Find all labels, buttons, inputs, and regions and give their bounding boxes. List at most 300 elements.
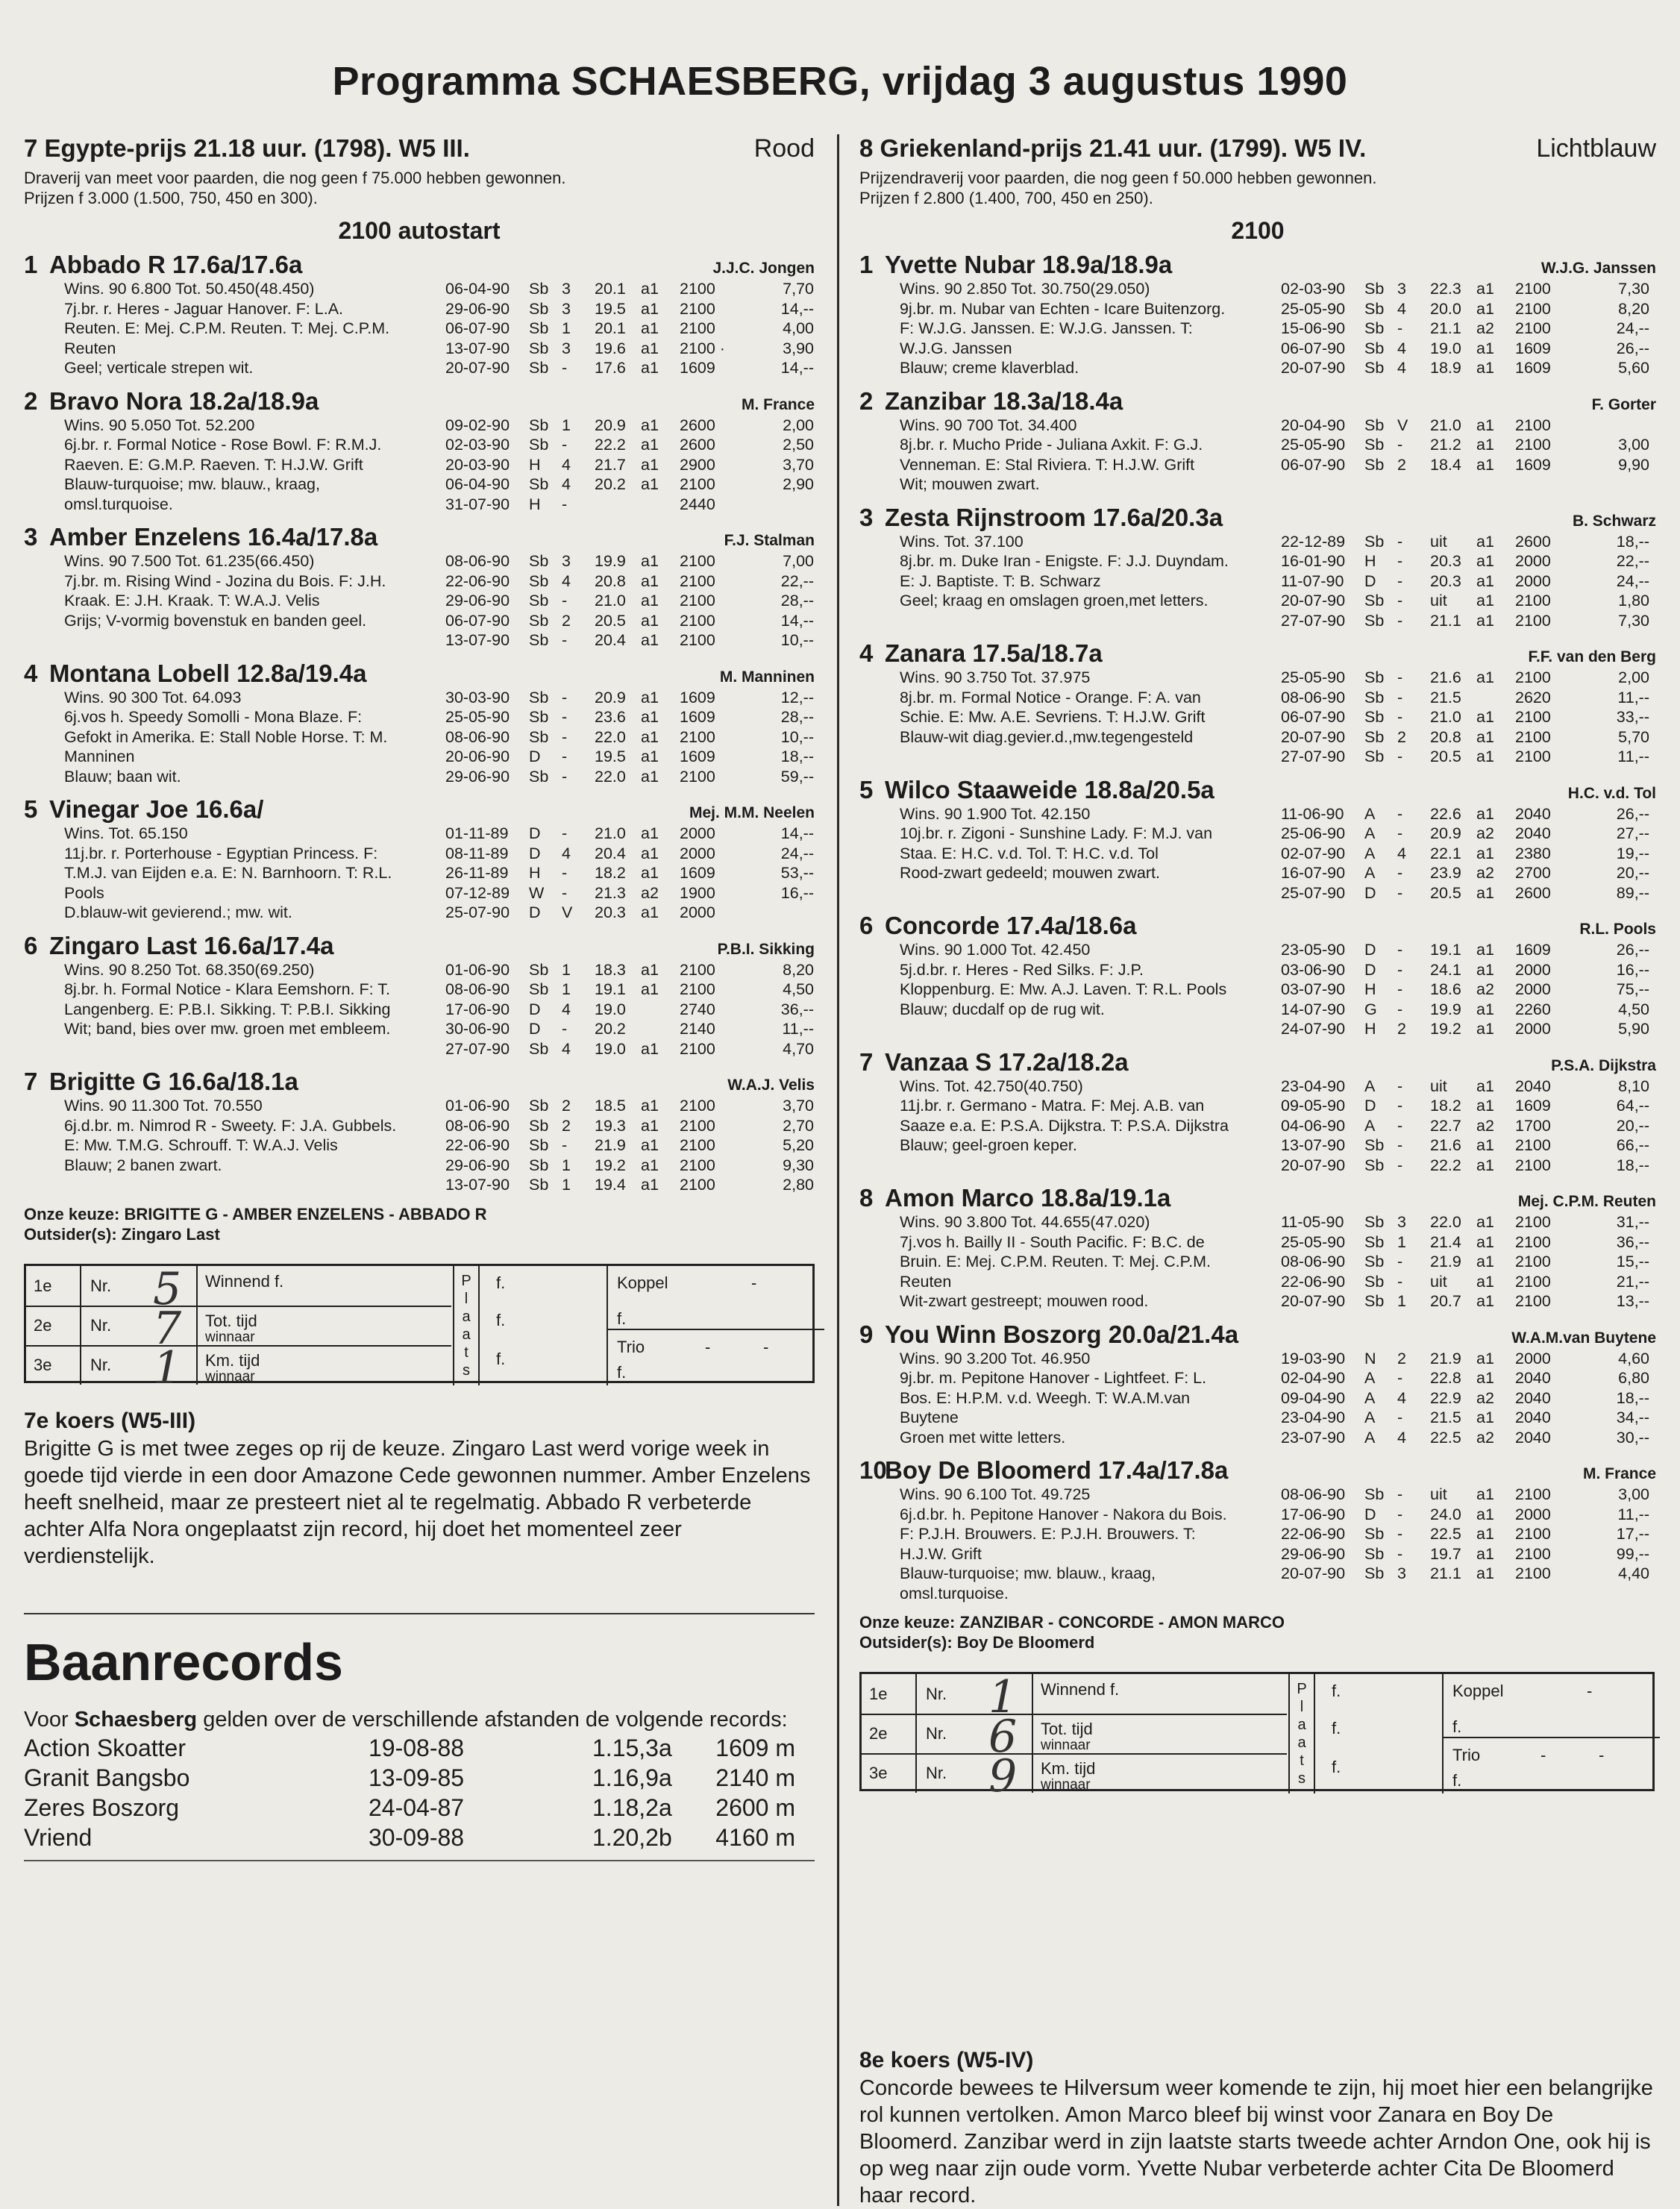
horse-info-line: Wins. 90 700 Tot. 34.400 [900, 416, 1077, 434]
horse-info [859, 1349, 1281, 1448]
result-nr-label: Nr. [926, 1724, 947, 1743]
horse-trainer: W.A.J. Velis [727, 1077, 815, 1094]
perf-odds: 17,-- [1616, 1525, 1649, 1543]
performance-row [445, 1156, 815, 1176]
perf-start: a1 [1476, 1020, 1494, 1038]
result-place-label: 1e [869, 1685, 888, 1703]
perf-start: a1 [1476, 1077, 1494, 1095]
performance-row [445, 903, 815, 923]
horse-trainer: Mej. M.M. Neelen [689, 804, 815, 821]
perf-date: 25-06-90 [1281, 824, 1346, 842]
perf-time: 17.6 [595, 359, 626, 377]
race-8-column [859, 134, 1656, 2209]
perf-start: a1 [1476, 611, 1494, 630]
performance-row [445, 474, 815, 495]
perf-position: - [562, 1136, 568, 1154]
perf-track: Sb [529, 611, 549, 630]
performance-row [1281, 1272, 1656, 1292]
perf-time [595, 495, 641, 515]
perf-position: 4 [562, 1039, 571, 1058]
koppel-f-label[interactable]: f. [617, 1309, 627, 1328]
perf-position: 3 [1397, 1213, 1406, 1231]
horse-trainer: W.J.G. Janssen [1540, 260, 1656, 277]
horse-entry [24, 795, 815, 923]
perf-track: D [529, 903, 541, 921]
perf-track: H [529, 495, 541, 513]
perf-track: Sb [529, 1039, 549, 1058]
trio-label[interactable]: Trio [617, 1337, 645, 1356]
perf-time: 19.4 [595, 1176, 626, 1194]
performance-row [1281, 1077, 1656, 1097]
record-horse: Granit Bangsbo [24, 1764, 190, 1791]
horse-details [859, 1485, 1656, 1603]
perf-time: 20.5 [1430, 748, 1461, 765]
performance-row [1281, 940, 1656, 960]
perf-position: - [562, 495, 568, 513]
handwritten-number[interactable]: 1 [988, 1671, 1018, 1723]
perf-odds: 59,-- [780, 767, 814, 786]
horse-info-line: Grijs; V-vormig bovenstuk en banden geel. [64, 611, 367, 630]
handwritten-number[interactable]: 6 [988, 1711, 1018, 1763]
perf-position: - [562, 883, 568, 902]
koppel-dash: - [751, 1273, 757, 1292]
horse-entry [24, 1068, 815, 1195]
perf-track: Sb [1364, 455, 1385, 474]
horse-trainer: J.J.C. Jongen [712, 260, 815, 277]
performance-table [445, 279, 815, 378]
perf-time: 19.7 [1430, 1544, 1461, 1563]
perf-distance: 2100 [1515, 1564, 1551, 1582]
performance-row [1281, 980, 1656, 1000]
perf-odds: 20,-- [1616, 1116, 1649, 1135]
perf-position: - [1397, 532, 1403, 551]
performance-row [1281, 1252, 1656, 1272]
performance-row [445, 707, 815, 727]
divider [915, 1674, 917, 1714]
perf-odds: 7,30 [1618, 280, 1649, 298]
trio-dash: - [1599, 1746, 1605, 1764]
result-nr-label: Nr. [90, 1355, 112, 1374]
perf-track: H [529, 455, 541, 474]
perf-position: 4 [562, 844, 571, 862]
perf-start: a1 [641, 844, 659, 862]
perf-start: a1 [1476, 668, 1494, 686]
perf-start: a1 [641, 552, 659, 570]
perf-odds: 26,-- [1616, 804, 1649, 823]
performance-row [1281, 960, 1656, 980]
horse-header [24, 523, 815, 551]
performance-row [1281, 804, 1656, 824]
horse-info-line: Wins. 90 7.500 Tot. 61.235(66.450) [64, 552, 315, 570]
perf-start: a1 [641, 299, 659, 318]
perf-track: G [1364, 1000, 1377, 1018]
horse-details [859, 668, 1656, 767]
perf-time: 19.0 [1430, 339, 1461, 357]
payout-field-label[interactable]: f. [1332, 1719, 1341, 1738]
perf-start: a1 [641, 960, 659, 979]
horse-info-line: D.blauw-wit gevierend.; mw. wit. [64, 903, 292, 921]
perf-distance: 2100 [1515, 280, 1551, 298]
horse-info-line: 9j.br. m. Pepitone Hanover - Lightfeet. F: L. [900, 1369, 1207, 1387]
perf-start [641, 495, 680, 515]
perf-track: Sb [529, 1136, 549, 1154]
horse-name: Concorde 17.4a/18.6a [885, 912, 1137, 939]
performance-row [1281, 1000, 1656, 1020]
result-nr-label: Nr. [90, 1315, 112, 1335]
horse-trainer: Mej. C.P.M. Reuten [1517, 1193, 1656, 1210]
koppel-label[interactable]: Koppel [1452, 1682, 1504, 1700]
horse-info-line: Blauw; 2 banen zwart. [64, 1156, 222, 1174]
perf-odds: 19,-- [1616, 844, 1649, 862]
horse-name: Bravo Nora 18.2a/18.9a [49, 386, 319, 415]
perf-start: a1 [1476, 571, 1494, 590]
perf-track: Sb [1364, 1564, 1385, 1582]
result-form[interactable] [859, 1671, 1655, 1802]
perf-track: A [1364, 844, 1376, 862]
perf-odds: 33,-- [1616, 708, 1649, 726]
perf-distance: 1609 [680, 748, 715, 765]
record-time: 1.15,3a [592, 1734, 672, 1761]
perf-position: 3 [562, 552, 571, 570]
records-intro [24, 1707, 815, 1733]
perf-time: 18.4 [1430, 455, 1461, 474]
perf-time: 21.9 [1430, 1349, 1461, 1367]
horse-name: Vanzaa S 17.2a/18.2a [885, 1047, 1129, 1076]
payout-field-label[interactable]: f. [496, 1310, 506, 1329]
perf-date: 06-07-90 [445, 319, 510, 337]
perf-start: a1 [1476, 359, 1494, 377]
performance-row [445, 630, 815, 651]
horse-info [24, 960, 445, 1059]
horse-trainer: F. Gorter [1591, 395, 1656, 413]
perf-start: a1 [641, 631, 659, 649]
perf-position: 2 [1397, 455, 1406, 474]
perf-date: 26-11-89 [445, 864, 509, 882]
result-row[interactable] [862, 1711, 1287, 1763]
race-conditions: Prijzendraverij voor paarden, die nog geen f 50.000 hebben gewonnen. [859, 169, 1377, 187]
perf-time: 22.1 [1430, 844, 1461, 862]
perf-start: a1 [1476, 1272, 1494, 1291]
perf-start: a2 [1476, 1428, 1494, 1447]
horse-info-line: 5j.d.br. r. Heres - Red Silks. F: J.P. [900, 960, 1144, 979]
perf-position: 3 [562, 280, 571, 298]
payout-field-label[interactable]: f. [1332, 1682, 1341, 1700]
perf-time: 22.6 [1430, 804, 1461, 823]
perf-position: 4 [1397, 359, 1406, 377]
horse-info-line: H.J.W. Grift [900, 1544, 982, 1563]
result-place-label: 1e [34, 1276, 52, 1295]
perf-distance: 2100 [680, 592, 715, 610]
performance-row [445, 844, 815, 864]
performance-row [445, 339, 815, 359]
perf-time: 21.0 [1430, 708, 1461, 726]
trio-f-label[interactable]: f. [617, 1362, 627, 1382]
perf-odds: 10,-- [780, 727, 814, 746]
performance-row [445, 435, 815, 455]
performance-table [1281, 1212, 1656, 1312]
result-row[interactable] [26, 1341, 451, 1394]
perf-position: - [1397, 1505, 1403, 1523]
performance-row [1281, 299, 1656, 319]
perf-track: Sb [529, 416, 549, 434]
payout-field-label[interactable]: f. [496, 1349, 506, 1368]
perf-date: 02-03-90 [445, 436, 510, 454]
horse-name: Wilco Staaweide 18.8a/20.5a [885, 775, 1214, 803]
perf-time: 19.2 [595, 1156, 626, 1174]
perf-odds: 18,-- [780, 748, 814, 765]
perf-time: 21.4 [1430, 1232, 1461, 1251]
plaats-letter: s [1298, 1770, 1306, 1787]
divider [80, 1345, 81, 1385]
perf-track: Sb [1364, 611, 1385, 630]
trio-f-label[interactable]: f. [1452, 1771, 1462, 1790]
perf-track: Sb [529, 708, 549, 726]
perf-track: Sb [529, 1116, 549, 1135]
perf-time: 20.3 [595, 903, 626, 921]
result-field-label [205, 1313, 257, 1346]
perf-time: 22.0 [1430, 1213, 1461, 1231]
perf-track: H [1364, 552, 1376, 570]
perf-odds: 18,-- [1616, 1388, 1649, 1407]
performance-row [1281, 279, 1656, 299]
perf-date: 08-11-89 [445, 844, 509, 862]
perf-distance: 2040 [1515, 1077, 1551, 1095]
performance-row [445, 279, 815, 299]
horse-details [859, 279, 1656, 378]
perf-track: D [1364, 883, 1376, 902]
horse-info-line: Wins. 90 11.300 Tot. 70.550 [64, 1097, 263, 1115]
perf-date: 16-07-90 [1281, 864, 1346, 882]
race-header [24, 134, 815, 163]
result-row[interactable] [862, 1671, 1287, 1723]
horse-info-line: Staa. E: H.C. v.d. Tol. T: H.C. v.d. Tol [900, 844, 1159, 862]
perf-start: a1 [1476, 941, 1494, 959]
handwritten-number[interactable]: 5 [153, 1262, 182, 1315]
perf-track: D [1364, 941, 1376, 959]
horse-entry [24, 387, 815, 515]
horse-number: 3 [24, 523, 38, 551]
perf-position: - [1397, 960, 1403, 979]
perf-position: - [562, 592, 568, 610]
perf-date: 08-06-90 [1281, 1485, 1346, 1503]
performance-row [445, 416, 815, 436]
plaats-letter: a [1297, 1717, 1306, 1733]
perf-date: 20-06-90 [445, 748, 510, 765]
perf-distance: 2100 [1515, 299, 1551, 318]
perf-distance: 2000 [680, 844, 715, 862]
perf-odds: 3,00 [1618, 436, 1649, 454]
commentary-title: 8e koers (W5-IV) [859, 2048, 1034, 2072]
horse-info-line: F: W.J.G. Janssen. E: W.J.G. Janssen. T: [900, 319, 1193, 337]
perf-start: a1 [641, 416, 659, 434]
records-title: Baanrecords [24, 1632, 343, 1691]
horse-details [859, 532, 1656, 631]
perf-date: 29-06-90 [445, 592, 510, 610]
perf-distance: 2100 [1515, 1272, 1551, 1291]
perf-start: a1 [1476, 1156, 1494, 1174]
koppel-label[interactable]: Koppel [617, 1273, 668, 1292]
perf-odds: 4,00 [783, 319, 814, 337]
horse-info-line: Kraak. E: J.H. Kraak. T: W.A.J. Velis [64, 592, 320, 610]
perf-position: 4 [562, 1000, 571, 1018]
perf-start: a1 [641, 767, 659, 786]
perf-track: Sb [1364, 436, 1385, 454]
perf-distance: 2440 [680, 495, 715, 513]
horse-number: 6 [859, 912, 874, 939]
perf-distance: 2100 [680, 1176, 715, 1194]
perf-distance: 1609 [1515, 455, 1551, 474]
performance-row [1281, 824, 1656, 844]
result-row[interactable] [862, 1750, 1287, 1802]
perf-time: 23.6 [595, 708, 626, 726]
perf-time: 21.1 [1430, 1564, 1461, 1582]
perf-date: 08-06-90 [445, 980, 510, 998]
perf-distance: 1609 [680, 864, 715, 882]
performance-row [1281, 707, 1656, 727]
perf-track: Sb [529, 1176, 549, 1194]
performance-row [1281, 1388, 1656, 1409]
horse-info-line: Manninen [64, 748, 135, 765]
koppel-f-label[interactable]: f. [1452, 1717, 1462, 1736]
handwritten-number[interactable]: 1 [153, 1341, 182, 1394]
perf-odds: 30,-- [1616, 1428, 1649, 1447]
result-grid [862, 1671, 1287, 1802]
perf-position: - [1397, 688, 1403, 706]
horse-details [859, 1349, 1656, 1448]
perf-distance: 2100 [680, 299, 715, 318]
plaats-letter: t [1300, 1752, 1304, 1769]
commentary-text: Brigitte G is met twee zeges op rij de keuze. Zingaro Last werd vorige week in goede tijd vierde in een door Amazone Cede gewonnen nummer. Amber Enzelens heeft snelheid, maar ze presteert niet al te regelmatig. Abbado R verbeterde achter Alfa Nora ongeplaatst zijn record, hij doet het momenteel zeer verdienstelijk. [24, 1436, 811, 1568]
perf-track: Sb [529, 436, 549, 454]
result-form[interactable] [24, 1262, 815, 1394]
perf-start: a1 [1476, 1253, 1494, 1270]
perf-start: a1 [1476, 748, 1494, 765]
race-title: 8 Griekenland-prijs 21.41 uur. (1799). W5 IV. [859, 134, 1367, 162]
horse-header [24, 387, 815, 416]
performance-row [445, 358, 815, 378]
performance-row [445, 747, 815, 767]
horse-info-line: Wins. Tot. 37.100 [900, 532, 1024, 551]
perf-track: Sb [1364, 416, 1385, 434]
divider [1032, 1674, 1033, 1714]
divider [1032, 1753, 1033, 1793]
perf-position: - [1397, 1544, 1403, 1563]
handwritten-number[interactable]: 7 [153, 1302, 182, 1355]
plaats-letter: t [464, 1344, 468, 1361]
perf-date: 01-11-89 [445, 824, 509, 842]
perf-odds: 28,-- [780, 708, 814, 726]
performance-row [1281, 1428, 1656, 1448]
perf-time: 23.9 [1430, 864, 1461, 882]
perf-track: Sb [1364, 592, 1385, 610]
perf-position: - [1397, 668, 1403, 686]
perf-distance: 2100 [1515, 1232, 1551, 1251]
horse-name: Amon Marco 18.8a/19.1a [885, 1184, 1171, 1212]
perf-track: D [529, 1000, 541, 1018]
performance-row [445, 1019, 815, 1039]
perf-odds: 21,-- [1616, 1272, 1649, 1291]
horse-info-line: 7j.vos h. Bailly II - South Pacific. F: B.C. de [900, 1232, 1205, 1251]
perf-distance: 2100 [680, 571, 715, 590]
horse-number: 5 [24, 795, 38, 823]
race-distance: 2100 autostart [338, 217, 501, 244]
perf-start: a1 [641, 1136, 659, 1154]
perf-track: A [1364, 1369, 1376, 1387]
perf-position: 3 [1397, 280, 1406, 298]
performance-row [445, 767, 815, 787]
perf-odds: 4,50 [1618, 1000, 1649, 1018]
perf-time: uit [1430, 1272, 1447, 1291]
payout-field-label[interactable]: f. [496, 1273, 506, 1292]
perf-time: 20.1 [595, 280, 626, 298]
perf-start [641, 1019, 680, 1039]
horse-trainer: P.B.I. Sikking [717, 940, 815, 958]
perf-start: a1 [1476, 1409, 1494, 1426]
perf-distance: 2100 [680, 475, 715, 493]
perf-date: 22-06-90 [1281, 1525, 1346, 1543]
horse-info-line: Buytene [900, 1409, 959, 1426]
horse-info-line: Wins. Tot. 65.150 [64, 824, 188, 842]
result-field-label-line: Winnend f. [1041, 1680, 1120, 1699]
handwritten-number[interactable]: 9 [988, 1750, 1018, 1802]
payout-field-label[interactable]: f. [1332, 1758, 1341, 1776]
perf-time: 21.0 [595, 824, 626, 842]
performance-row [1281, 1524, 1656, 1544]
perf-distance: 2380 [1515, 844, 1551, 862]
horse-info-line: Bos. E: H.P.M. v.d. Weegh. T: W.A.M.van [900, 1388, 1191, 1407]
result-row[interactable] [26, 1302, 451, 1355]
perf-track: Sb [1364, 1544, 1385, 1563]
race-prizes: Prijzen f 3.000 (1.500, 750, 450 en 300). [24, 189, 318, 207]
perf-time: 18.2 [1430, 1097, 1461, 1115]
horse-info-line: Wins. Tot. 42.750(40.750) [900, 1077, 1083, 1095]
page-title: Programma SCHAESBERG, vrijdag 3 augustus 1990 [332, 59, 1348, 104]
trio-label[interactable]: Trio [1452, 1746, 1481, 1764]
perf-distance: 2000 [1515, 980, 1551, 998]
perf-start: a2 [1476, 980, 1494, 998]
horse-number: 2 [24, 386, 38, 415]
perf-odds: 64,-- [1616, 1097, 1649, 1115]
result-row[interactable] [26, 1262, 451, 1315]
perf-odds: 99,-- [1616, 1544, 1649, 1563]
result-field-label [1041, 1761, 1095, 1793]
trio-dash: - [705, 1337, 711, 1356]
section-rule [24, 1613, 815, 1614]
perf-time: 21.7 [595, 455, 626, 474]
perf-start: a1 [641, 592, 659, 610]
perf-distance: 2040 [1515, 824, 1551, 842]
perf-odds: 26,-- [1616, 941, 1649, 959]
horse-name: Yvette Nubar 18.9a/18.9a [885, 251, 1173, 278]
horse-details [859, 1212, 1656, 1312]
perf-position: - [1397, 1097, 1403, 1115]
horse-number: 1 [24, 251, 38, 278]
perf-date: 08-06-90 [445, 727, 510, 746]
perf-position: 2 [562, 1097, 571, 1115]
record-row [24, 1823, 815, 1852]
perf-date: 22-12-89 [1281, 532, 1346, 551]
horse-info [24, 688, 445, 787]
perf-time: 21.5 [1430, 688, 1461, 706]
perf-start: a1 [641, 339, 659, 357]
horse-number: 3 [859, 503, 874, 531]
perf-start: a1 [1476, 1564, 1494, 1582]
divider [915, 1753, 917, 1793]
race-7-column [24, 134, 815, 1861]
perf-position: - [1397, 319, 1403, 337]
horse-trainer: B. Schwarz [1572, 512, 1656, 530]
perf-date: 06-07-90 [445, 611, 510, 630]
